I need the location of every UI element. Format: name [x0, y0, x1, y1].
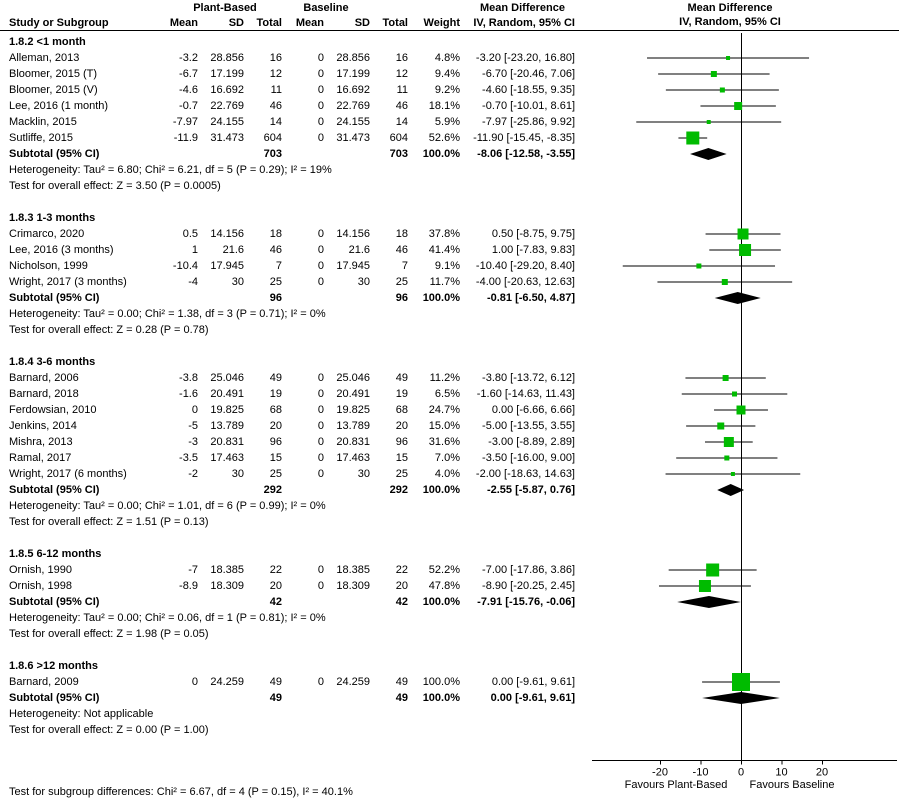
pb-mean: -0.7: [179, 100, 198, 112]
bl-total: 14: [395, 116, 408, 128]
subtotal-diamond: [690, 148, 727, 160]
pb-total: 19: [269, 388, 282, 400]
study-name: Macklin, 2015: [9, 116, 77, 128]
study-name: Sutliffe, 2015: [9, 132, 74, 144]
heterogeneity-note: Heterogeneity: Not applicable: [9, 708, 154, 720]
pb-total: 20: [269, 420, 282, 432]
bl-mean: 0: [317, 436, 324, 448]
study-name: Ramal, 2017: [9, 452, 72, 464]
pb-total: 14: [269, 116, 282, 128]
bl-sd: 30: [357, 468, 370, 480]
overall-effect-note: Test for overall effect: Z = 1.98 (P = 0.05): [9, 628, 209, 640]
md-ci-text: -10.40 [-29.20, 8.40]: [475, 260, 575, 272]
bl-total: 25: [395, 276, 408, 288]
bl-sd: 21.6: [348, 244, 370, 256]
study-name: Barnard, 2009: [9, 676, 79, 688]
axis-tick-label: 10: [775, 766, 788, 779]
pb-mean: -7.97: [172, 116, 198, 128]
pb-mean: -8.9: [179, 580, 198, 592]
bl-total: 604: [389, 132, 408, 144]
pb-total: 25: [269, 468, 282, 480]
effect-square: [711, 71, 717, 77]
weight: 31.6%: [428, 436, 460, 448]
effect-square: [724, 437, 734, 447]
pb-mean: -4.6: [179, 84, 198, 96]
md-ci-text: -1.60 [-14.63, 11.43]: [476, 388, 575, 400]
favours-left-label: Favours Plant-Based: [624, 779, 728, 791]
axis-tick-label: 0: [737, 766, 745, 779]
md-column-header-line2: IV, Random, 95% CI: [473, 17, 575, 29]
bl-total: 7: [401, 260, 408, 272]
bl-mean: 0: [317, 84, 324, 96]
heterogeneity-note: Heterogeneity: Tau² = 0.00; Chi² = 1.38, df = 3 (P = 0.71); I² = 0%: [9, 308, 326, 320]
subgroup-title: 1.8.4 3-6 months: [9, 356, 96, 368]
col-bl-sd-header: SD: [354, 17, 370, 29]
pb-sd: 30: [231, 468, 244, 480]
effect-square: [726, 56, 730, 60]
weight: 100.0%: [422, 148, 460, 160]
md-ci-text: -2.00 [-18.63, 14.63]: [475, 468, 575, 480]
subtotal-label: Subtotal (95% CI): [9, 292, 100, 304]
effect-square: [737, 406, 746, 415]
pb-total: 49: [269, 692, 282, 704]
md-ci-text: -3.80 [-13.72, 6.12]: [482, 372, 575, 384]
effect-square: [686, 132, 699, 145]
bl-total: 49: [395, 676, 408, 688]
bl-sd: 28.856: [336, 52, 370, 64]
md-ci-text: -3.00 [-8.89, 2.89]: [488, 436, 575, 448]
pb-sd: 16.692: [210, 84, 244, 96]
study-name: Bloomer, 2015 (T): [9, 68, 98, 80]
col-pb-total-header: Total: [256, 17, 282, 29]
pb-total: 25: [269, 276, 282, 288]
effect-square: [696, 264, 701, 269]
bl-mean: 0: [317, 260, 324, 272]
effect-square: [724, 456, 729, 461]
bl-mean: 0: [317, 132, 324, 144]
weight: 7.0%: [434, 452, 460, 464]
study-name: Barnard, 2018: [9, 388, 79, 400]
bl-sd: 16.692: [336, 84, 370, 96]
bl-mean: 0: [317, 404, 324, 416]
pb-mean: -3: [188, 436, 198, 448]
heterogeneity-note: Heterogeneity: Tau² = 0.00; Chi² = 1.01, df = 6 (P = 0.99); I² = 0%: [9, 500, 326, 512]
subtotal-label: Subtotal (95% CI): [9, 692, 100, 704]
weight: 41.4%: [428, 244, 460, 256]
pb-mean: 0: [191, 676, 198, 688]
pb-total: 11: [270, 84, 282, 96]
weight: 100.0%: [422, 292, 460, 304]
bl-total: 46: [395, 244, 408, 256]
weight: 52.6%: [428, 132, 460, 144]
bl-sd: 25.046: [336, 372, 370, 384]
weight: 4.8%: [434, 52, 460, 64]
subtotal-label: Subtotal (95% CI): [9, 484, 100, 496]
pb-sd: 28.856: [210, 52, 244, 64]
pb-mean: -3.2: [179, 52, 198, 64]
overall-effect-note: Test for overall effect: Z = 0.00 (P = 1.00): [9, 724, 209, 736]
pb-total: 20: [269, 580, 282, 592]
bl-mean: 0: [317, 388, 324, 400]
pb-mean: 0.5: [182, 228, 198, 240]
md-ci-text: -2.55 [-5.87, 0.76]: [486, 484, 575, 496]
pb-sd: 19.825: [210, 404, 244, 416]
md-ci-text: 0.50 [-8.75, 9.75]: [491, 228, 575, 240]
col-pb-sd-header: SD: [228, 17, 244, 29]
bl-mean: 0: [317, 244, 324, 256]
study-name: Wright, 2017 (6 months): [9, 468, 127, 480]
bl-mean: 0: [317, 676, 324, 688]
weight: 4.0%: [434, 468, 460, 480]
bl-sd: 20.491: [336, 388, 370, 400]
study-name: Ornish, 1990: [9, 564, 72, 576]
pb-sd: 20.831: [210, 436, 244, 448]
bl-total: 18: [395, 228, 408, 240]
pb-sd: 13.789: [210, 420, 244, 432]
md-ci-text: -6.70 [-20.46, 7.06]: [482, 68, 575, 80]
bl-mean: 0: [317, 100, 324, 112]
pb-total: 49: [269, 676, 282, 688]
overall-effect-note: Test for overall effect: Z = 3.50 (P = 0.0005): [9, 180, 221, 192]
md-ci-text: 1.00 [-7.83, 9.83]: [491, 244, 575, 256]
pb-total: 604: [263, 132, 282, 144]
pb-sd: 17.199: [210, 68, 244, 80]
pb-mean: -3.8: [179, 372, 198, 384]
subtotal-label: Subtotal (95% CI): [9, 596, 100, 608]
pb-sd: 20.491: [210, 388, 244, 400]
bl-sd: 13.789: [336, 420, 370, 432]
md-ci-text: -3.20 [-23.20, 16.80]: [475, 52, 575, 64]
study-name: Ornish, 1998: [9, 580, 72, 592]
bl-total: 16: [395, 52, 408, 64]
pb-total: 12: [269, 68, 282, 80]
pb-mean: -10.4: [172, 260, 198, 272]
md-ci-text: -3.50 [-16.00, 9.00]: [482, 452, 575, 464]
weight: 100.0%: [422, 596, 460, 608]
study-name: Alleman, 2013: [9, 52, 80, 64]
pb-total: 46: [269, 244, 282, 256]
md-ci-text: 0.00 [-6.66, 6.66]: [491, 404, 575, 416]
weight: 5.9%: [434, 116, 460, 128]
pb-mean: 1: [191, 244, 198, 256]
weight: 9.1%: [434, 260, 460, 272]
weight: 18.1%: [428, 100, 460, 112]
study-name: Barnard, 2006: [9, 372, 79, 384]
pb-total: 18: [269, 228, 282, 240]
bl-total: 19: [395, 388, 408, 400]
weight: 37.8%: [428, 228, 460, 240]
md-ci-text: -8.90 [-20.25, 2.45]: [482, 580, 575, 592]
bl-sd: 22.769: [336, 100, 370, 112]
md-ci-text: -7.97 [-25.86, 9.92]: [482, 116, 575, 128]
plot-header-line2: IV, Random, 95% CI: [679, 16, 781, 28]
study-name: Crimarco, 2020: [9, 228, 85, 240]
bl-total: 25: [395, 468, 408, 480]
axis-tick-label: -20: [652, 766, 668, 779]
weight: 24.7%: [428, 404, 460, 416]
md-ci-text: -4.00 [-20.63, 12.63]: [475, 276, 575, 288]
bl-sd: 17.945: [336, 260, 370, 272]
bl-sd: 24.155: [336, 116, 370, 128]
study-name: Lee, 2016 (3 months): [9, 244, 114, 256]
overall-effect-note: Test for overall effect: Z = 0.28 (P = 0.78): [9, 324, 209, 336]
bl-total: 703: [389, 148, 408, 160]
bl-total: 49: [395, 372, 408, 384]
bl-sd: 31.473: [336, 132, 370, 144]
bl-total: 11: [396, 84, 408, 96]
bl-total: 42: [395, 596, 408, 608]
study-name: Wright, 2017 (3 months): [9, 276, 127, 288]
pb-total: 42: [269, 596, 282, 608]
bl-total: 46: [395, 100, 408, 112]
md-ci-text: -5.00 [-13.55, 3.55]: [482, 420, 575, 432]
weight: 100.0%: [422, 692, 460, 704]
subgroup-title: 1.8.5 6-12 months: [9, 548, 102, 560]
pb-mean: -3.5: [179, 452, 198, 464]
bl-sd: 17.199: [336, 68, 370, 80]
pb-total: 46: [269, 100, 282, 112]
col-weight-header: Weight: [423, 17, 460, 29]
md-column-header-line1: Mean Difference: [480, 2, 565, 14]
pb-total: 16: [269, 52, 282, 64]
pb-total: 22: [269, 564, 282, 576]
md-ci-text: -0.81 [-6.50, 4.87]: [486, 292, 575, 304]
effect-square: [734, 102, 742, 110]
bl-sd: 19.825: [336, 404, 370, 416]
col-bl-mean-header: Mean: [295, 17, 324, 29]
bl-total: 20: [395, 420, 408, 432]
bl-total: 96: [395, 292, 408, 304]
bl-mean: 0: [317, 420, 324, 432]
weight: 47.8%: [428, 580, 460, 592]
weight: 100.0%: [422, 676, 460, 688]
subgroup-title: 1.8.6 >12 months: [9, 660, 98, 672]
bl-mean: 0: [317, 52, 324, 64]
axis-tick-label: -10: [692, 766, 709, 779]
pb-sd: 25.046: [210, 372, 244, 384]
pb-mean: -7: [188, 564, 198, 576]
bl-total: 12: [395, 68, 408, 80]
md-ci-text: -7.91 [-15.76, -0.06]: [477, 596, 575, 608]
bl-sd: 18.385: [336, 564, 370, 576]
bl-total: 49: [395, 692, 408, 704]
pb-mean: -1.6: [179, 388, 198, 400]
subtotal-diamond: [715, 292, 761, 304]
bl-mean: 0: [317, 68, 324, 80]
md-ci-text: 0.00 [-9.61, 9.61]: [491, 676, 575, 688]
subgroup-title: 1.8.3 1-3 months: [9, 212, 96, 224]
pb-mean: -4: [188, 276, 198, 288]
effect-square: [717, 423, 724, 430]
effect-square: [731, 472, 735, 476]
col-study-header: Study or Subgroup: [9, 17, 109, 29]
subtotal-diamond: [702, 692, 780, 704]
heterogeneity-note: Heterogeneity: Tau² = 6.80; Chi² = 6.21, df = 5 (P = 0.29); I² = 19%: [9, 164, 332, 176]
bl-total: 22: [395, 564, 408, 576]
pb-total: 68: [269, 404, 282, 416]
col-bl-total-header: Total: [382, 17, 408, 29]
bl-sd: 24.259: [336, 676, 370, 688]
heterogeneity-note: Heterogeneity: Tau² = 0.00; Chi² = 0.06, df = 1 (P = 0.81); I² = 0%: [9, 612, 326, 624]
pb-sd: 17.463: [210, 452, 244, 464]
bl-total: 292: [389, 484, 408, 496]
group-header-baseline: Baseline: [303, 2, 349, 14]
bl-total: 96: [395, 436, 408, 448]
overall-effect-note: Test for overall effect: Z = 1.51 (P = 0.13): [9, 516, 209, 528]
study-name: Mishra, 2013: [9, 436, 73, 448]
pb-total: 49: [269, 372, 282, 384]
effect-square: [739, 244, 751, 256]
pb-mean: -5: [188, 420, 198, 432]
bl-sd: 14.156: [336, 228, 370, 240]
pb-total: 703: [263, 148, 282, 160]
pb-sd: 24.259: [210, 676, 244, 688]
pb-sd: 18.309: [210, 580, 244, 592]
effect-square: [732, 392, 737, 397]
study-name: Lee, 2016 (1 month): [9, 100, 109, 112]
bl-total: 68: [395, 404, 408, 416]
effect-square: [707, 120, 711, 124]
weight: 9.2%: [434, 84, 460, 96]
bl-sd: 30: [357, 276, 370, 288]
effect-square: [722, 279, 728, 285]
md-ci-text: -11.90 [-15.45, -8.35]: [473, 132, 575, 144]
subgroup-differences-note: Test for subgroup differences: Chi² = 6.67, df = 4 (P = 0.15), I² = 40.1%: [9, 786, 353, 798]
pb-total: 15: [269, 452, 282, 464]
effect-square: [706, 564, 719, 577]
study-name: Jenkins, 2014: [9, 420, 77, 432]
subtotal-diamond: [717, 484, 744, 496]
bl-mean: 0: [317, 468, 324, 480]
bl-mean: 0: [317, 564, 324, 576]
axis-tick-label: 20: [815, 766, 829, 779]
md-ci-text: -7.00 [-17.86, 3.86]: [482, 564, 575, 576]
effect-square: [699, 580, 711, 592]
favours-right-label: Favours Baseline: [749, 779, 835, 791]
pb-sd: 17.945: [210, 260, 244, 272]
md-ci-text: -4.60 [-18.55, 9.35]: [482, 84, 575, 96]
pb-sd: 22.769: [210, 100, 244, 112]
pb-total: 292: [263, 484, 282, 496]
pb-mean: 0: [191, 404, 198, 416]
pb-sd: 24.155: [210, 116, 244, 128]
weight: 100.0%: [422, 484, 460, 496]
col-pb-mean-header: Mean: [169, 17, 198, 29]
pb-total: 7: [275, 260, 282, 272]
weight: 6.5%: [434, 388, 460, 400]
md-ci-text: 0.00 [-9.61, 9.61]: [490, 692, 575, 704]
bl-mean: 0: [317, 276, 324, 288]
weight: 11.2%: [429, 372, 460, 384]
weight: 15.0%: [428, 420, 460, 432]
bl-total: 20: [395, 580, 408, 592]
pb-total: 96: [269, 436, 282, 448]
bl-sd: 17.463: [336, 452, 370, 464]
pb-mean: -11.9: [173, 132, 198, 144]
pb-mean: -6.7: [179, 68, 198, 80]
subtotal-label: Subtotal (95% CI): [9, 148, 100, 160]
study-name: Nicholson, 1999: [9, 260, 88, 272]
bl-mean: 0: [317, 372, 324, 384]
study-name: Ferdowsian, 2010: [9, 404, 97, 416]
md-ci-text: -0.70 [-10.01, 8.61]: [482, 100, 575, 112]
weight: 52.2%: [428, 564, 460, 576]
bl-sd: 20.831: [336, 436, 370, 448]
pb-sd: 30: [231, 276, 244, 288]
bl-mean: 0: [317, 452, 324, 464]
effect-square: [723, 375, 729, 381]
pb-total: 96: [269, 292, 282, 304]
pb-sd: 18.385: [210, 564, 244, 576]
pb-sd: 21.6: [222, 244, 244, 256]
bl-mean: 0: [317, 228, 324, 240]
group-header-plant-based: Plant-Based: [193, 2, 257, 14]
plot-header-line1: Mean Difference: [687, 2, 773, 14]
md-ci-text: -8.06 [-12.58, -3.55]: [477, 148, 575, 160]
bl-sd: 18.309: [336, 580, 370, 592]
weight: 9.4%: [434, 68, 460, 80]
weight: 11.7%: [429, 276, 460, 288]
effect-square: [738, 229, 749, 240]
subtotal-diamond: [677, 596, 741, 608]
effect-square: [720, 88, 725, 93]
subgroup-title: 1.8.2 <1 month: [9, 36, 86, 48]
pb-sd: 14.156: [210, 228, 244, 240]
study-name: Bloomer, 2015 (V): [9, 84, 98, 96]
bl-mean: 0: [317, 580, 324, 592]
bl-total: 15: [395, 452, 408, 464]
effect-square: [732, 673, 750, 691]
bl-mean: 0: [317, 116, 324, 128]
pb-sd: 31.473: [210, 132, 244, 144]
pb-mean: -2: [188, 468, 198, 480]
